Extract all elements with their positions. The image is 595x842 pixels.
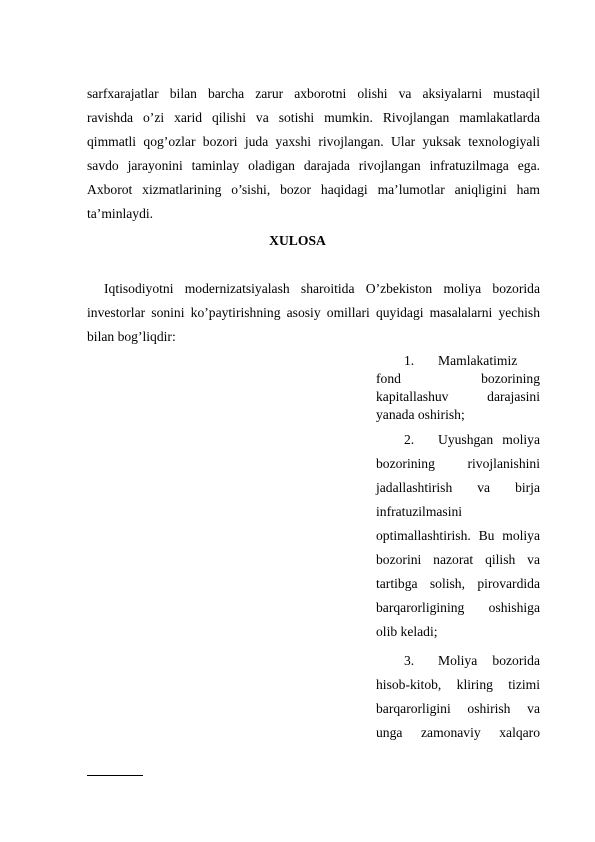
list-item-text: jadallashtirish va birja [376, 480, 540, 495]
list-item-text: barqarorligining oshishiga [376, 600, 540, 615]
list-item-text: kapitallashuv darajasini [376, 389, 540, 404]
paragraph-line: sarfxarajatlar bilan barcha zarur axborotni olishi va aksiyalarni mustaqil [87, 86, 540, 101]
list-item-text: bozorini nazorat qilish va [376, 552, 540, 567]
list-item-text: barqarorligini oshirish va [376, 701, 540, 716]
paragraph-line: qimmatli qog’ozlar bozori juda yaxshi rivojlangan. Ular yuksak texnologiyali [87, 134, 540, 149]
list-item-text: yanada oshirish; [376, 407, 465, 422]
section-heading: XULOSA [269, 233, 326, 248]
list-item-text: unga zamonaviy xalqaro [376, 725, 540, 740]
list-item-text: hisob-kitob, kliring tizimi [376, 677, 540, 692]
list-item-text: olib keladi; [376, 624, 438, 639]
list-item-text: Moliya bozorida [438, 653, 540, 668]
list-item-text: tartibga solish, pirovardida [376, 576, 540, 591]
list-item-text: Mamlakatimiz [438, 353, 518, 368]
paragraph-line: Axborot xizmatlarining o’sishi, bozor haqidagi ma’lumotlar aniqligini ham [87, 182, 540, 197]
paragraph-line: investorlar sonini ko’paytirishning asosiy omillari quyidagi masalalarni yechish [87, 305, 540, 320]
list-number: 3. [404, 653, 415, 668]
paragraph-line: savdo jarayonini taminlay oladigan darajada rivojlangan infratuzilmaga ega. [87, 158, 540, 173]
paragraph-line: ravishda o’zi xarid qilishi va sotishi mumkin. Rivojlangan mamlakatlarda [87, 110, 540, 125]
paragraph-line: ta’minlaydi. [87, 206, 154, 221]
footnote-separator [87, 775, 143, 776]
paragraph-line: bilan bog’liqdir: [87, 329, 176, 344]
list-item-text: fond bozorining [376, 371, 540, 386]
list-item-text: infratuzilmasini [376, 504, 463, 519]
list-item-text: bozorining rivojlanishini [376, 456, 540, 471]
paragraph-line: Iqtisodiyotni modernizatsiyalash sharoitida O’zbekiston moliya bozorida [104, 281, 540, 296]
list-number: 2. [404, 432, 415, 447]
list-number: 1. [404, 353, 415, 368]
list-item-text: optimallashtirish. Bu moliya [376, 528, 540, 543]
list-item-text: Uyushgan moliya [438, 432, 540, 447]
